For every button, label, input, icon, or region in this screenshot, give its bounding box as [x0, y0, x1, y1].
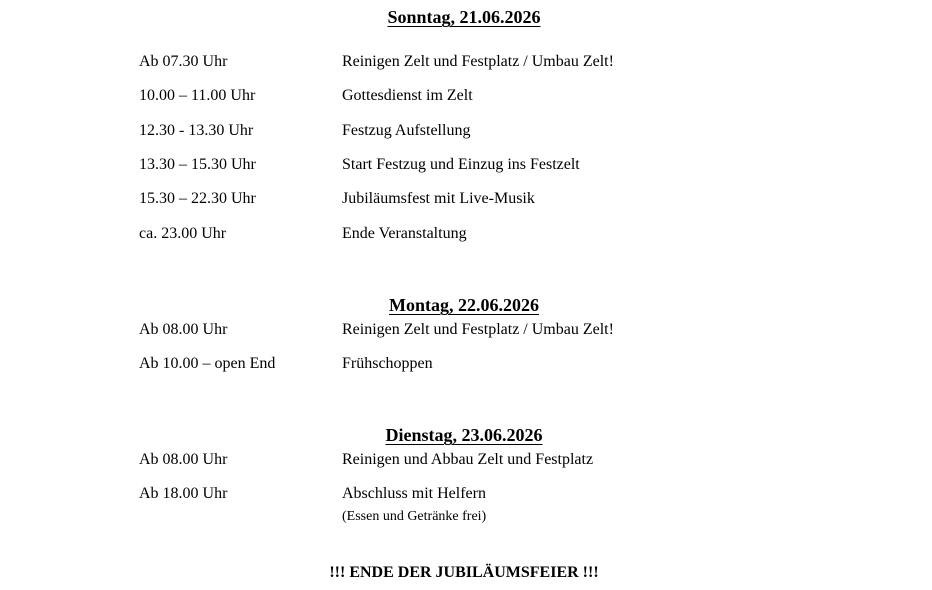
- day-heading-tuesday: Dienstag, 23.06.2026: [385, 425, 543, 445]
- schedule-time: Ab 10.00 – open End: [139, 355, 276, 372]
- schedule-time: 13.30 – 15.30 Uhr: [139, 156, 256, 173]
- schedule-time: Ab 08.00 Uhr: [139, 321, 228, 338]
- schedule-time: 15.30 – 22.30 Uhr: [139, 190, 256, 207]
- day-heading-monday: Montag, 22.06.2026: [389, 295, 539, 315]
- schedule-description: Frühschoppen: [342, 355, 433, 372]
- schedule-time: ca. 23.00 Uhr: [139, 225, 227, 242]
- schedule-time: Ab 07.30 Uhr: [139, 53, 228, 70]
- schedule-description: Start Festzug und Einzug ins Festzelt: [342, 156, 580, 173]
- closing-banner: !!! ENDE DER JUBILÄUMSFEIER !!!: [329, 564, 599, 581]
- schedule-description: Reinigen Zelt und Festplatz / Umbau Zelt!: [342, 53, 614, 70]
- schedule-description: Gottesdienst im Zelt: [342, 87, 473, 104]
- schedule-time: 10.00 – 11.00 Uhr: [139, 87, 256, 104]
- schedule-description: Jubiläumsfest mit Live-Musik: [342, 190, 535, 207]
- schedule-description: Abschluss mit Helfern: [342, 485, 486, 502]
- schedule-time: 12.30 - 13.30 Uhr: [139, 122, 254, 139]
- schedule-description: Reinigen Zelt und Festplatz / Umbau Zelt!: [342, 321, 614, 338]
- schedule-note: (Essen und Getränke frei): [342, 509, 487, 524]
- schedule-time: Ab 08.00 Uhr: [139, 451, 228, 468]
- schedule-description: Reinigen und Abbau Zelt und Festplatz: [342, 451, 594, 468]
- schedule-time: Ab 18.00 Uhr: [139, 485, 228, 502]
- day-heading-sunday: Sonntag, 21.06.2026: [387, 7, 541, 27]
- schedule-description: Festzug Aufstellung: [342, 122, 471, 139]
- schedule-description: Ende Veranstaltung: [342, 225, 467, 242]
